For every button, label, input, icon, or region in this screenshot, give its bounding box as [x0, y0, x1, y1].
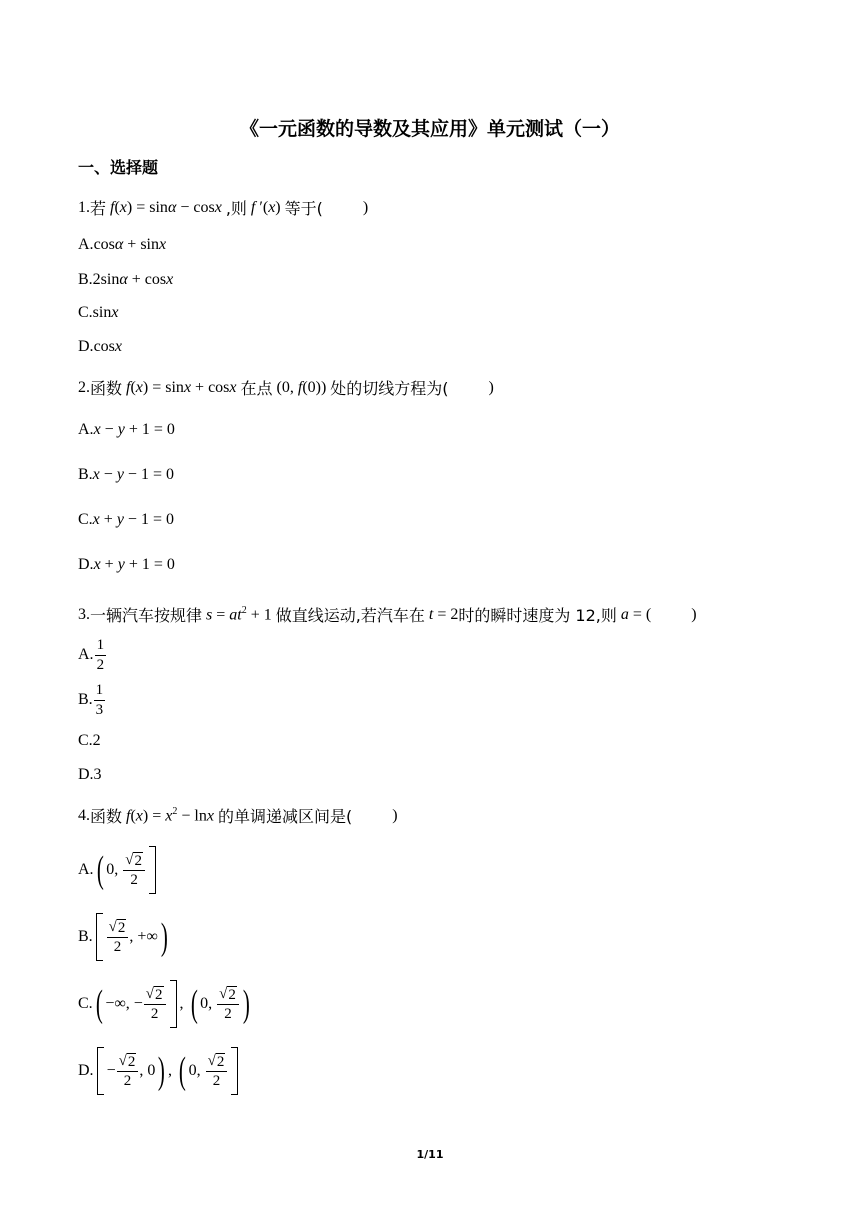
interval-expression: ( 0, √ 2 2	[94, 846, 159, 894]
document-title: 《一元函数的导数及其应用》单元测试（一）	[239, 118, 620, 140]
fraction: $\frac{1}{2}$	[96, 637, 105, 673]
option-4a: A. ( 0, √ 2 2	[78, 846, 159, 894]
math-expression: f(x) = sinα − cosx	[110, 198, 222, 216]
math-expression: 2sinα + cosx	[92, 271, 174, 288]
option-1b: B. 2sinα + cosx	[78, 271, 174, 288]
option-3b: B. $\frac{1}{3}$	[78, 682, 104, 718]
fraction: $\frac{1}{3}$	[95, 682, 104, 718]
interval-expression: √ 2 2 , +∞ )	[93, 913, 171, 961]
math-expression: cosx	[93, 338, 122, 355]
math-expression: $s = at^2 + 1$	[206, 604, 272, 624]
option-1c: C. sinx	[78, 304, 119, 321]
option-3a: A. $\frac{1}{2}$	[78, 637, 105, 673]
option-2a: A. x − y + 1 = 0	[78, 421, 175, 438]
math-expression: f(x) = sinx + cosx	[126, 378, 237, 396]
math-expression: t = 2	[428, 605, 459, 623]
math-expression: sinx	[92, 304, 119, 321]
question-text: 等于(	[284, 199, 323, 218]
interval-expression: − √ 2 2 , 0 ) , ( 0, √ 2 2	[94, 1047, 242, 1095]
option-4c: C. ( −∞, − √ 2 2 , ( 0, √ 2 2 )	[78, 980, 253, 1028]
math-expression: x − y − 1 = 0	[92, 466, 174, 483]
question-1: 1. 若 f(x) = sinα − cosx ,则 f ′(x) 等于( )	[78, 196, 368, 219]
option-4d: D. − √ 2 2 , 0 ) , ( 0, √ 2 2	[78, 1047, 241, 1095]
option-3c: C.2	[78, 732, 101, 749]
math-expression: x + y + 1 = 0	[93, 556, 175, 573]
option-2b: B. x − y − 1 = 0	[78, 466, 174, 483]
interval-expression: ( −∞, − √ 2 2 , ( 0, √ 2 2 )	[93, 980, 253, 1028]
page-number: 1/11	[416, 1148, 444, 1161]
option-2d: D. x + y + 1 = 0	[78, 556, 175, 573]
math-expression: x − y + 1 = 0	[93, 421, 175, 438]
option-2c: C. x + y − 1 = 0	[78, 511, 174, 528]
option-3d: D.3	[78, 766, 102, 783]
option-1d: D. cosx	[78, 338, 122, 355]
question-4: 4. 函数 $f(x) = x^2 - \ln x$ 的单调递减区间是( )	[78, 805, 398, 826]
question-text: ,则	[225, 199, 247, 218]
question-number: 1.	[78, 198, 90, 216]
option-1a: A. cosα + sinx	[78, 236, 167, 253]
math-expression: cosα + sinx	[93, 236, 167, 253]
question-3: 3. 一辆汽车按规律 $s = at^2 + 1$ 做直线运动,若汽车在 t = 2 时的瞬时速度为 12,则 a = ( )	[78, 604, 697, 625]
math-expression: a = (	[620, 605, 652, 623]
question-2: 2. 函数 f(x) = sinx + cosx 在点 (0, f(0)) 处的切线方程为( )	[78, 378, 494, 398]
math-expression: x + y − 1 = 0	[92, 511, 174, 528]
section-heading: 一、选择题	[78, 158, 159, 177]
math-expression: f ′(x)	[250, 198, 281, 216]
math-expression: $f(x) = x^2 - \ln x$	[126, 805, 214, 825]
math-expression: (0, f(0))	[276, 378, 327, 396]
option-4b: B. √ 2 2 , +∞ )	[78, 913, 171, 961]
question-text: 若	[90, 199, 107, 218]
